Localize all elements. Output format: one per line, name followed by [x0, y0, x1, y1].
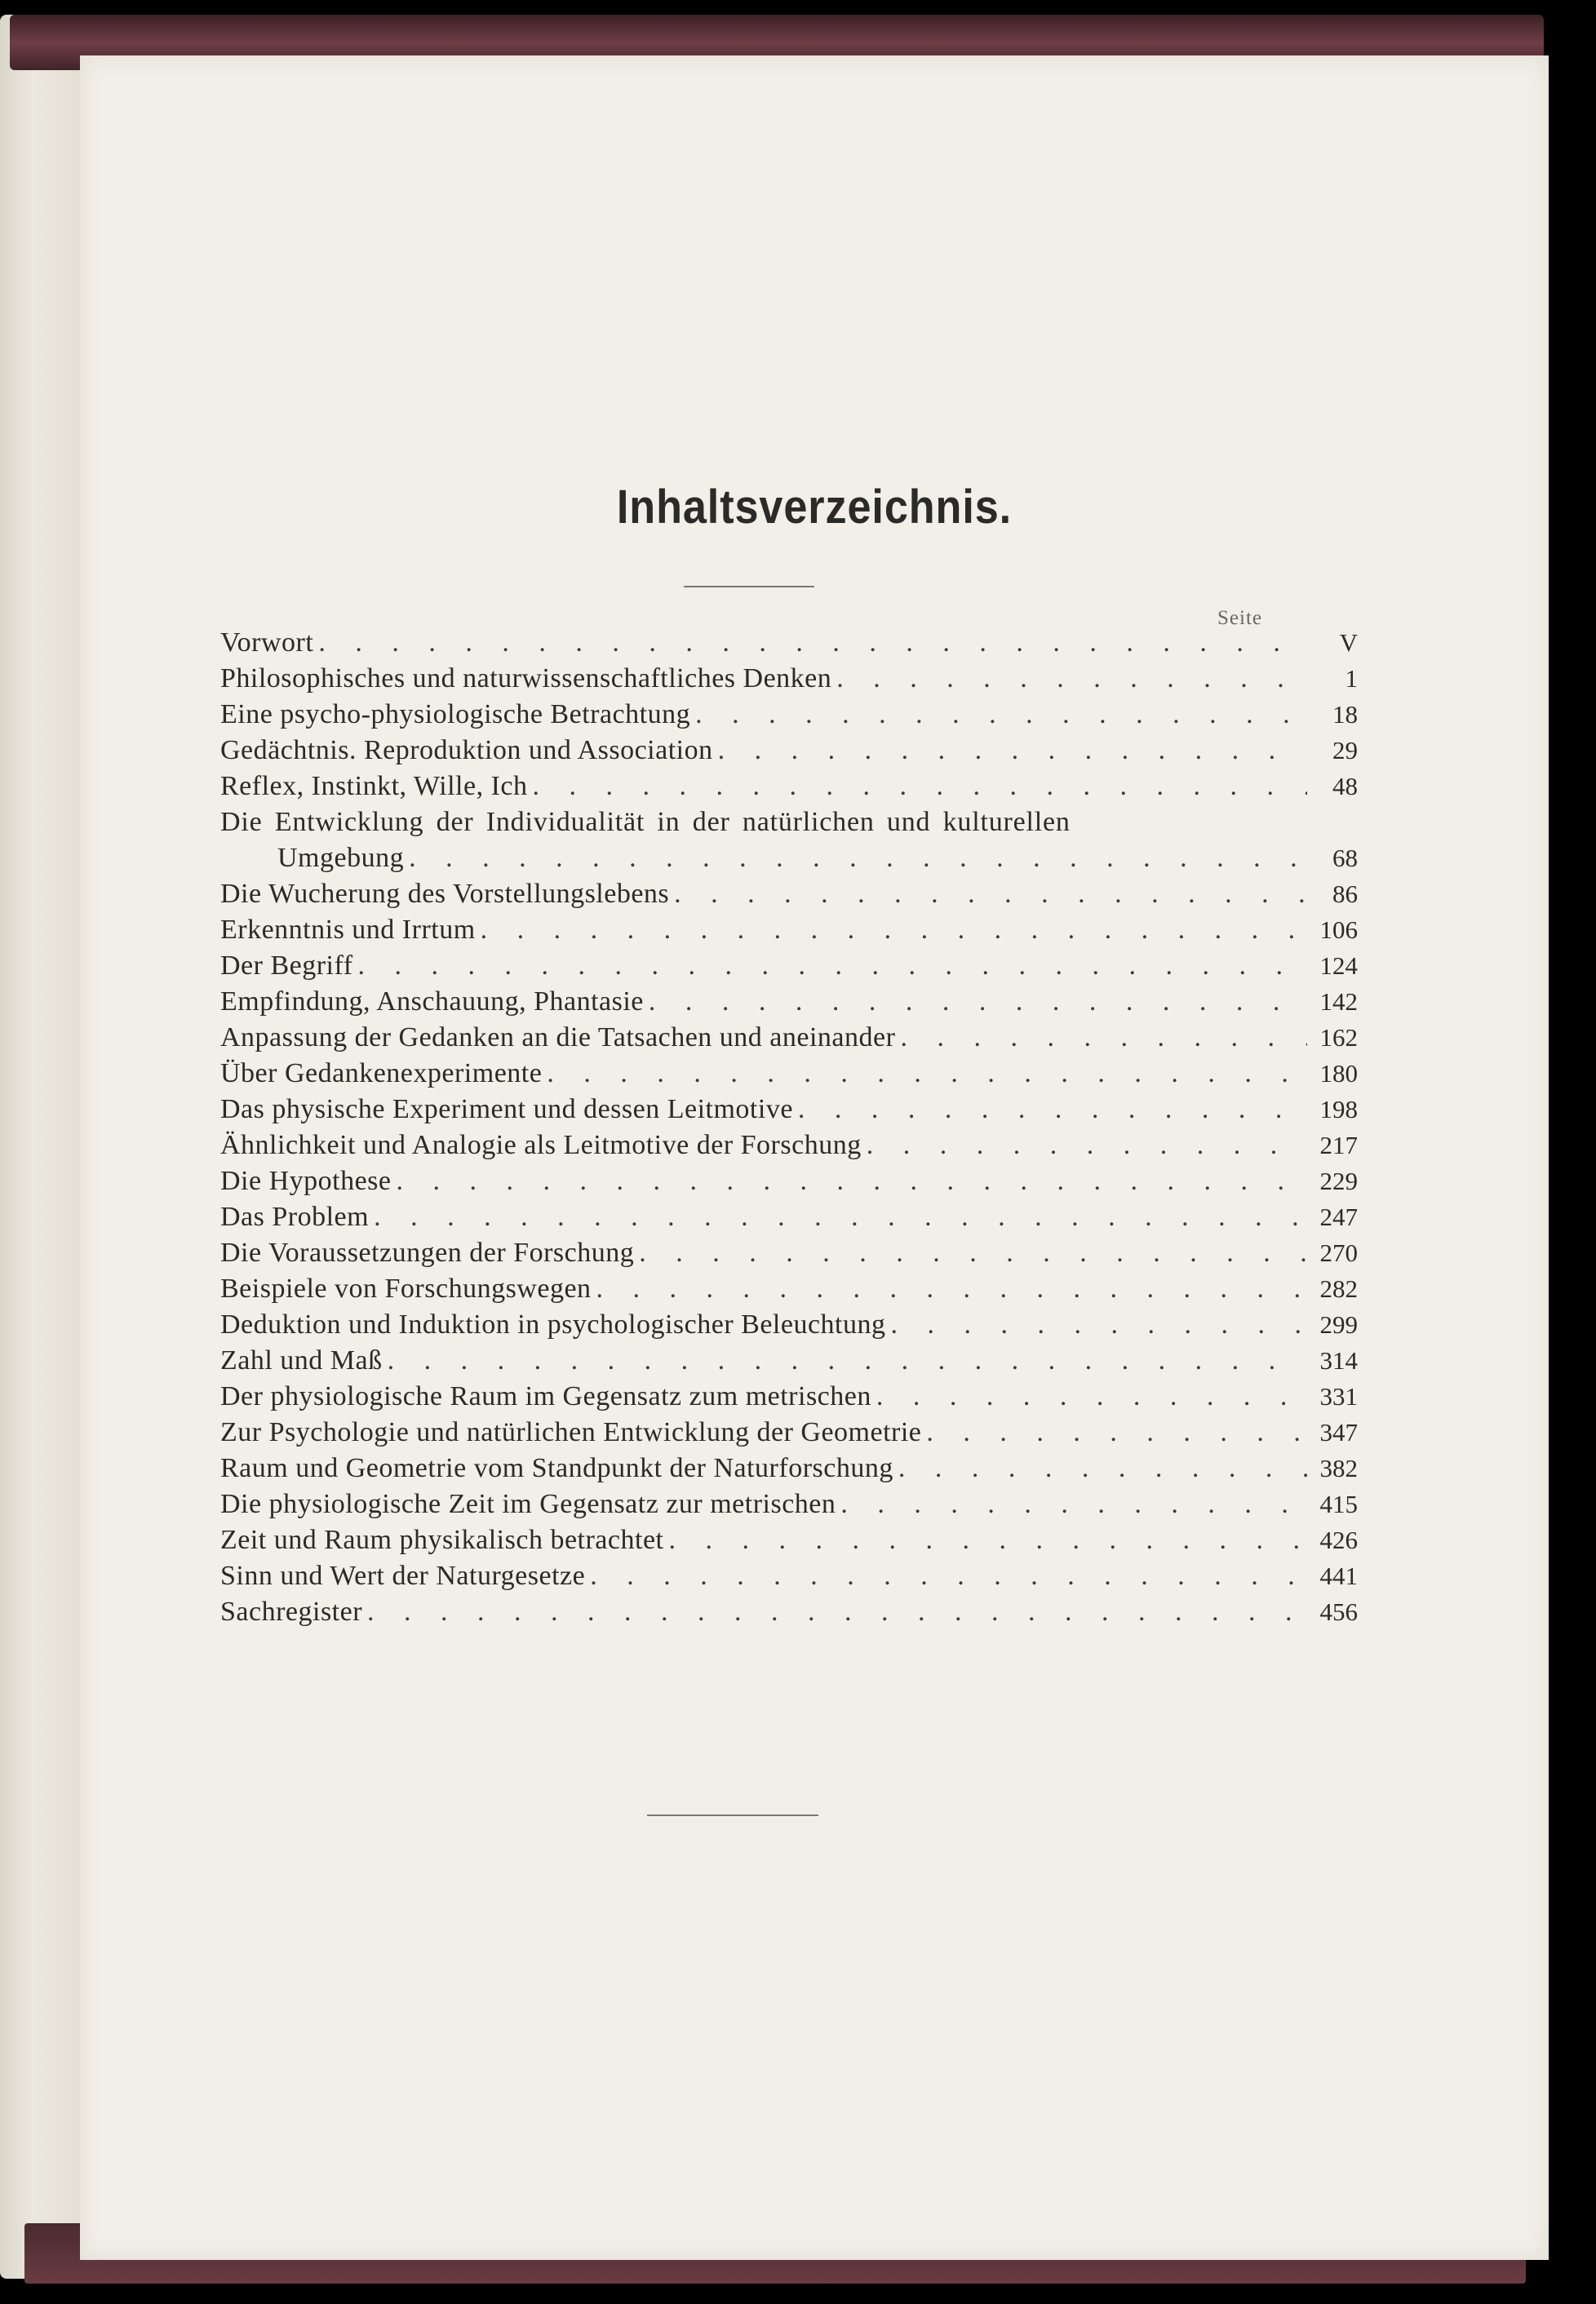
toc-entry-title: Deduktion und Induktion in psychologischer Beleuchtung [220, 1309, 886, 1340]
toc-entry-page: 68 [1332, 844, 1358, 872]
toc-entry-title: Der physiologische Raum im Gegensatz zum metrischen [220, 1381, 871, 1411]
dot-leader [895, 1020, 1307, 1056]
toc-entry-page: 180 [1319, 1059, 1358, 1088]
toc-entry [220, 876, 1358, 912]
toc-entry-page: 86 [1332, 880, 1358, 908]
toc-entry-page: 299 [1319, 1310, 1358, 1339]
toc-entry-page: 247 [1319, 1203, 1358, 1231]
dot-leader [921, 1415, 1307, 1451]
toc-entry-title: Die physiologische Zeit im Gegensatz zur metrischen [220, 1489, 836, 1519]
dot-leader [476, 912, 1307, 948]
toc-entry [220, 733, 1358, 769]
toc-entry-title: Sachregister [220, 1597, 363, 1627]
dot-leader [893, 1451, 1307, 1487]
dot-leader [313, 625, 1307, 661]
toc-entry-page: 270 [1319, 1238, 1358, 1267]
toc-entry [220, 697, 1358, 733]
toc-entry-page: 314 [1319, 1346, 1358, 1375]
toc-entry [220, 769, 1358, 804]
toc-entry-title: Die Entwicklung der Individualität in der natürlichen und kulturellen [220, 807, 1071, 837]
table-of-contents [220, 625, 1358, 1630]
toc-entry-title: Über Gedankenexperimente [220, 1058, 543, 1088]
toc-entry-title: Raum und Geometrie vom Standpunkt der Naturforschung [220, 1453, 893, 1483]
dot-leader [585, 1558, 1307, 1594]
toc-entry [220, 1092, 1358, 1128]
toc-entry [220, 1128, 1358, 1163]
toc-entry [220, 1379, 1358, 1415]
dot-leader [663, 1522, 1307, 1558]
toc-entry-page: 48 [1332, 772, 1358, 800]
dot-leader [831, 661, 1307, 697]
toc-entry [220, 661, 1358, 697]
toc-entry-page: 198 [1319, 1095, 1358, 1123]
toc-entry-page: 217 [1319, 1131, 1358, 1159]
toc-entry-title: Sinn und Wert der Naturgesetze [220, 1561, 586, 1591]
dot-leader [392, 1163, 1307, 1199]
toc-entry [220, 1415, 1358, 1451]
dot-leader [362, 1594, 1307, 1630]
toc-entry-title: Vorwort [220, 627, 314, 658]
toc-entry-page: 426 [1319, 1526, 1358, 1554]
toc-entry-title: Gedächtnis. Reproduktion und Association [220, 735, 713, 765]
toc-entry-page: 441 [1319, 1562, 1358, 1590]
toc-entry [220, 1487, 1358, 1522]
toc-entry [220, 948, 1358, 984]
toc-entry-page: 382 [1319, 1454, 1358, 1482]
toc-entry [220, 1271, 1358, 1307]
dot-leader [871, 1379, 1307, 1415]
dot-leader [634, 1235, 1307, 1271]
toc-entry-page: 229 [1319, 1167, 1358, 1195]
toc-entry [220, 984, 1358, 1020]
toc-entry-title: Zur Psychologie und natürlichen Entwicklung der Geometrie [220, 1417, 922, 1447]
dot-leader [690, 697, 1307, 733]
page-title: Inhaltsverzeichnis. [616, 481, 1013, 534]
toc-entry-page: V [1339, 628, 1358, 657]
end-rule [647, 1814, 818, 1816]
dot-leader [383, 1343, 1307, 1379]
dot-leader [527, 769, 1307, 804]
toc-entry-page: 282 [1319, 1274, 1358, 1303]
dot-leader [542, 1056, 1307, 1092]
dot-leader [353, 948, 1307, 984]
toc-entry-title-continued: Umgebung [277, 843, 405, 873]
toc-entry [220, 1307, 1358, 1343]
dot-leader [886, 1307, 1308, 1343]
toc-entry [220, 1235, 1358, 1271]
book-page [80, 55, 1549, 2260]
toc-entry-title: Anpassung der Gedanken an die Tatsachen und aneinander [220, 1022, 896, 1052]
toc-entry [220, 1163, 1358, 1199]
toc-entry-title: Zeit und Raum physikalisch betrachtet [220, 1525, 664, 1555]
toc-entry-page: 106 [1319, 915, 1358, 944]
toc-entry-page: 331 [1319, 1382, 1358, 1411]
toc-entry-title: Zahl und Maß [220, 1345, 383, 1376]
toc-entry-page: 415 [1319, 1490, 1358, 1518]
toc-entry-page: 124 [1319, 951, 1358, 980]
toc-entry-title: Eine psycho-physiologische Betrachtung [220, 699, 691, 729]
dot-leader [592, 1271, 1307, 1307]
toc-entry-title: Die Hypothese [220, 1166, 392, 1196]
toc-entry [220, 625, 1358, 661]
toc-entry [220, 1343, 1358, 1379]
toc-entry-title: Reflex, Instinkt, Wille, Ich [220, 771, 528, 801]
toc-entry [220, 1594, 1358, 1630]
dot-leader [369, 1199, 1307, 1235]
toc-entry [220, 1199, 1358, 1235]
toc-entry [220, 1020, 1358, 1056]
toc-entry-page: 456 [1319, 1597, 1358, 1626]
toc-entry-page: 162 [1319, 1023, 1358, 1052]
dot-leader [644, 984, 1307, 1020]
toc-entry [220, 1558, 1358, 1594]
toc-entry [220, 804, 1358, 876]
toc-entry [220, 912, 1358, 948]
dot-leader [404, 840, 1307, 876]
toc-entry-page: 1 [1345, 664, 1358, 693]
toc-entry-page: 347 [1319, 1418, 1358, 1447]
title-rule [684, 586, 814, 587]
book-page-edge [0, 15, 82, 2279]
toc-entry-title: Die Voraussetzungen der Forschung [220, 1238, 635, 1268]
toc-entry [220, 1056, 1358, 1092]
toc-entry-title: Philosophisches und naturwissenschaftliches Denken [220, 663, 832, 693]
toc-entry-title: Beispiele von Forschungswegen [220, 1274, 592, 1304]
toc-entry-title: Das physische Experiment und dessen Leitmotive [220, 1094, 793, 1124]
dot-leader [793, 1092, 1307, 1128]
toc-entry [220, 1522, 1358, 1558]
dot-leader [713, 733, 1307, 769]
toc-entry-title: Die Wucherung des Vorstellungslebens [220, 879, 670, 909]
toc-entry-title: Der Begriff [220, 950, 353, 981]
dot-leader [669, 876, 1307, 912]
toc-entry-page: 18 [1332, 700, 1358, 729]
page-column-label: Seite [1217, 607, 1262, 629]
toc-entry-title: Empfindung, Anschauung, Phantasie [220, 986, 644, 1017]
toc-entry-title: Das Problem [220, 1202, 370, 1232]
toc-entry-page: 142 [1319, 987, 1358, 1016]
toc-entry-page: 29 [1332, 736, 1358, 764]
toc-entry [220, 1451, 1358, 1487]
toc-entry-title: Ähnlichkeit und Analogie als Leitmotive der Forschung [220, 1130, 862, 1160]
dot-leader [862, 1128, 1307, 1163]
dot-leader [836, 1487, 1307, 1522]
toc-entry-title: Erkenntnis und Irrtum [220, 915, 476, 945]
